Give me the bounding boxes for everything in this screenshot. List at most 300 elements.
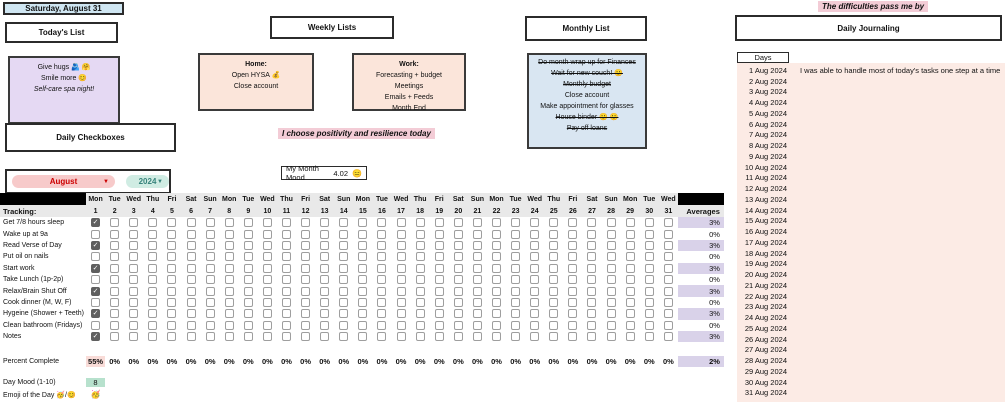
habit-checkbox[interactable]: [282, 321, 291, 330]
habit-checkbox[interactable]: [263, 218, 272, 227]
habit-checkbox[interactable]: [607, 275, 616, 284]
habit-checkbox[interactable]: [244, 332, 253, 341]
habit-checkbox[interactable]: [167, 252, 176, 261]
habit-checkbox[interactable]: [530, 287, 539, 296]
habit-checkbox[interactable]: [416, 287, 425, 296]
habit-checkbox[interactable]: [645, 287, 654, 296]
habit-checkbox[interactable]: [626, 298, 635, 307]
habit-checkbox[interactable]: [511, 321, 520, 330]
habit-checkbox[interactable]: [263, 241, 272, 250]
habit-checkbox[interactable]: [530, 298, 539, 307]
habit-checkbox[interactable]: [568, 332, 577, 341]
habit-checkbox[interactable]: [225, 230, 234, 239]
habit-checkbox[interactable]: [339, 218, 348, 227]
habit-checkbox[interactable]: [129, 332, 138, 341]
habit-checkbox[interactable]: [187, 218, 196, 227]
habit-checkbox[interactable]: [664, 264, 673, 273]
habit-checkbox[interactable]: [225, 298, 234, 307]
habit-checkbox[interactable]: [454, 309, 463, 318]
habit-checkbox[interactable]: [587, 241, 596, 250]
habit-checkbox[interactable]: [397, 230, 406, 239]
habit-checkbox[interactable]: [549, 230, 558, 239]
habit-checkbox[interactable]: [587, 309, 596, 318]
habit-checkbox[interactable]: [568, 218, 577, 227]
day-mood-value[interactable]: 8: [86, 378, 105, 387]
habit-checkbox[interactable]: [320, 230, 329, 239]
habit-checkbox[interactable]: [358, 275, 367, 284]
habit-checkbox[interactable]: [473, 218, 482, 227]
habit-checkbox[interactable]: [530, 321, 539, 330]
habit-checkbox[interactable]: [282, 218, 291, 227]
habit-checkbox[interactable]: [397, 241, 406, 250]
habit-checkbox[interactable]: [358, 321, 367, 330]
habit-checkbox[interactable]: [148, 275, 157, 284]
habit-checkbox[interactable]: [244, 252, 253, 261]
habit-checkbox[interactable]: [320, 275, 329, 284]
habit-checkbox[interactable]: [263, 287, 272, 296]
habit-checkbox[interactable]: [473, 264, 482, 273]
habit-checkbox[interactable]: [435, 309, 444, 318]
habit-checkbox[interactable]: [492, 298, 501, 307]
habit-checkbox[interactable]: [568, 321, 577, 330]
habit-checkbox[interactable]: ✓: [92, 287, 99, 295]
habit-checkbox[interactable]: [263, 332, 272, 341]
habit-checkbox[interactable]: [225, 218, 234, 227]
habit-checkbox[interactable]: [626, 287, 635, 296]
habit-checkbox[interactable]: [301, 332, 310, 341]
habit-checkbox[interactable]: [91, 230, 100, 239]
habit-checkbox[interactable]: [397, 275, 406, 284]
habit-checkbox[interactable]: [626, 252, 635, 261]
habit-checkbox[interactable]: [358, 218, 367, 227]
habit-checkbox[interactable]: [645, 230, 654, 239]
habit-checkbox[interactable]: [377, 230, 386, 239]
habit-checkbox[interactable]: [607, 309, 616, 318]
habit-checkbox[interactable]: [645, 241, 654, 250]
habit-checkbox[interactable]: [397, 264, 406, 273]
habit-checkbox[interactable]: [263, 321, 272, 330]
habit-checkbox[interactable]: [167, 241, 176, 250]
habit-checkbox[interactable]: [187, 252, 196, 261]
habit-checkbox[interactable]: [530, 309, 539, 318]
habit-checkbox[interactable]: [435, 241, 444, 250]
habit-checkbox[interactable]: [549, 332, 558, 341]
habit-checkbox[interactable]: [607, 332, 616, 341]
habit-checkbox[interactable]: [301, 275, 310, 284]
habit-checkbox[interactable]: [263, 230, 272, 239]
habit-checkbox[interactable]: [511, 241, 520, 250]
habit-checkbox[interactable]: [244, 241, 253, 250]
habit-checkbox[interactable]: [530, 241, 539, 250]
habit-checkbox[interactable]: [454, 287, 463, 296]
habit-checkbox[interactable]: [664, 321, 673, 330]
habit-checkbox[interactable]: [167, 321, 176, 330]
habit-checkbox[interactable]: [587, 287, 596, 296]
habit-checkbox[interactable]: [320, 332, 329, 341]
habit-checkbox[interactable]: [435, 298, 444, 307]
habit-checkbox[interactable]: [301, 287, 310, 296]
party-face-emoji-icon[interactable]: 🥳: [90, 390, 101, 399]
habit-checkbox[interactable]: [301, 321, 310, 330]
habit-checkbox[interactable]: [530, 275, 539, 284]
habit-checkbox[interactable]: [587, 264, 596, 273]
habit-checkbox[interactable]: [435, 230, 444, 239]
habit-checkbox[interactable]: [301, 241, 310, 250]
habit-checkbox[interactable]: [645, 298, 654, 307]
habit-checkbox[interactable]: [110, 309, 119, 318]
habit-checkbox[interactable]: [148, 241, 157, 250]
habit-checkbox[interactable]: [568, 264, 577, 273]
habit-checkbox[interactable]: [282, 252, 291, 261]
habit-checkbox[interactable]: [320, 287, 329, 296]
habit-checkbox[interactable]: [148, 218, 157, 227]
habit-checkbox[interactable]: [492, 264, 501, 273]
habit-checkbox[interactable]: [206, 218, 215, 227]
habit-checkbox[interactable]: [626, 230, 635, 239]
habit-checkbox[interactable]: [187, 241, 196, 250]
habit-checkbox[interactable]: [167, 309, 176, 318]
habit-checkbox[interactable]: [511, 252, 520, 261]
habit-checkbox[interactable]: [454, 332, 463, 341]
habit-checkbox[interactable]: [664, 218, 673, 227]
habit-checkbox[interactable]: [282, 230, 291, 239]
habit-checkbox[interactable]: [454, 218, 463, 227]
habit-checkbox[interactable]: [358, 241, 367, 250]
habit-checkbox[interactable]: [416, 218, 425, 227]
habit-checkbox[interactable]: [607, 298, 616, 307]
habit-checkbox[interactable]: [244, 230, 253, 239]
habit-checkbox[interactable]: [454, 321, 463, 330]
habit-checkbox[interactable]: [225, 287, 234, 296]
habit-checkbox[interactable]: [435, 332, 444, 341]
habit-checkbox[interactable]: [129, 264, 138, 273]
habit-checkbox[interactable]: [301, 252, 310, 261]
habit-checkbox[interactable]: [645, 321, 654, 330]
habit-checkbox[interactable]: [377, 298, 386, 307]
habit-checkbox[interactable]: [587, 298, 596, 307]
habit-checkbox[interactable]: [339, 321, 348, 330]
habit-checkbox[interactable]: [377, 241, 386, 250]
habit-checkbox[interactable]: [320, 264, 329, 273]
habit-checkbox[interactable]: [416, 332, 425, 341]
habit-checkbox[interactable]: [377, 218, 386, 227]
habit-checkbox[interactable]: [206, 264, 215, 273]
habit-checkbox[interactable]: [492, 218, 501, 227]
habit-checkbox[interactable]: [511, 332, 520, 341]
habit-checkbox[interactable]: [320, 298, 329, 307]
habit-checkbox[interactable]: [645, 264, 654, 273]
habit-checkbox[interactable]: [377, 309, 386, 318]
habit-checkbox[interactable]: [148, 332, 157, 341]
habit-checkbox[interactable]: [473, 321, 482, 330]
habit-checkbox[interactable]: ✓: [92, 310, 99, 318]
habit-checkbox[interactable]: [167, 332, 176, 341]
habit-checkbox[interactable]: [206, 321, 215, 330]
habit-checkbox[interactable]: [511, 309, 520, 318]
habit-checkbox[interactable]: [167, 298, 176, 307]
habit-checkbox[interactable]: [416, 321, 425, 330]
habit-checkbox[interactable]: [587, 321, 596, 330]
habit-checkbox[interactable]: [263, 298, 272, 307]
habit-checkbox[interactable]: [454, 298, 463, 307]
habit-checkbox[interactable]: [416, 309, 425, 318]
habit-checkbox[interactable]: [110, 321, 119, 330]
habit-checkbox[interactable]: [225, 241, 234, 250]
habit-checkbox[interactable]: [129, 321, 138, 330]
habit-checkbox[interactable]: [320, 218, 329, 227]
habit-checkbox[interactable]: [626, 218, 635, 227]
habit-checkbox[interactable]: [129, 252, 138, 261]
habit-checkbox[interactable]: [416, 275, 425, 284]
habit-checkbox[interactable]: [607, 218, 616, 227]
habit-checkbox[interactable]: ✓: [92, 264, 99, 272]
habit-checkbox[interactable]: [568, 275, 577, 284]
habit-checkbox[interactable]: [664, 332, 673, 341]
habit-checkbox[interactable]: [225, 309, 234, 318]
habit-checkbox[interactable]: [187, 275, 196, 284]
habit-checkbox[interactable]: [206, 298, 215, 307]
habit-checkbox[interactable]: [358, 287, 367, 296]
habit-checkbox[interactable]: [206, 287, 215, 296]
habit-checkbox[interactable]: [454, 275, 463, 284]
habit-checkbox[interactable]: [377, 332, 386, 341]
journal-entry-text[interactable]: I was able to handle most of today's tasks one step at a time: [800, 65, 1001, 75]
habit-checkbox[interactable]: [148, 252, 157, 261]
habit-checkbox[interactable]: [587, 218, 596, 227]
habit-checkbox[interactable]: [339, 252, 348, 261]
habit-checkbox[interactable]: [110, 275, 119, 284]
habit-checkbox[interactable]: [282, 309, 291, 318]
habit-checkbox[interactable]: [549, 321, 558, 330]
habit-checkbox[interactable]: [339, 275, 348, 284]
habit-checkbox[interactable]: ✓: [92, 241, 99, 249]
habit-checkbox[interactable]: [206, 241, 215, 250]
habit-checkbox[interactable]: [377, 321, 386, 330]
work-list[interactable]: [352, 53, 466, 111]
habit-checkbox[interactable]: [568, 287, 577, 296]
habit-checkbox[interactable]: [377, 287, 386, 296]
habit-checkbox[interactable]: [435, 321, 444, 330]
habit-checkbox[interactable]: [492, 321, 501, 330]
habit-checkbox[interactable]: [167, 287, 176, 296]
habit-checkbox[interactable]: [301, 218, 310, 227]
habit-checkbox[interactable]: [148, 230, 157, 239]
habit-checkbox[interactable]: [320, 321, 329, 330]
habit-checkbox[interactable]: [416, 241, 425, 250]
habit-checkbox[interactable]: [626, 309, 635, 318]
month-dropdown[interactable]: [12, 175, 115, 188]
habit-checkbox[interactable]: [339, 309, 348, 318]
habit-checkbox[interactable]: [397, 332, 406, 341]
habit-checkbox[interactable]: [492, 287, 501, 296]
habit-checkbox[interactable]: [549, 298, 558, 307]
habit-checkbox[interactable]: [358, 252, 367, 261]
habit-checkbox[interactable]: [454, 264, 463, 273]
habit-checkbox[interactable]: [492, 275, 501, 284]
habit-checkbox[interactable]: [110, 298, 119, 307]
habit-checkbox[interactable]: [339, 264, 348, 273]
habit-checkbox[interactable]: [301, 298, 310, 307]
habit-checkbox[interactable]: [397, 287, 406, 296]
habit-checkbox[interactable]: [110, 241, 119, 250]
habit-checkbox[interactable]: [187, 298, 196, 307]
habit-checkbox[interactable]: [549, 275, 558, 284]
habit-checkbox[interactable]: [187, 264, 196, 273]
habit-checkbox[interactable]: [511, 230, 520, 239]
habit-checkbox[interactable]: [148, 298, 157, 307]
habit-checkbox[interactable]: [511, 298, 520, 307]
habit-checkbox[interactable]: [187, 332, 196, 341]
habit-checkbox[interactable]: [282, 275, 291, 284]
habit-checkbox[interactable]: [148, 264, 157, 273]
habit-checkbox[interactable]: [148, 309, 157, 318]
habit-checkbox[interactable]: [148, 321, 157, 330]
habit-checkbox[interactable]: [626, 275, 635, 284]
habit-checkbox[interactable]: [377, 264, 386, 273]
habit-checkbox[interactable]: [549, 252, 558, 261]
habit-checkbox[interactable]: [568, 241, 577, 250]
habit-checkbox[interactable]: [473, 287, 482, 296]
habit-checkbox[interactable]: [530, 252, 539, 261]
home-list[interactable]: [198, 53, 314, 111]
habit-checkbox[interactable]: [129, 287, 138, 296]
habit-checkbox[interactable]: [187, 309, 196, 318]
habit-checkbox[interactable]: [167, 218, 176, 227]
habit-checkbox[interactable]: [110, 252, 119, 261]
habit-checkbox[interactable]: [587, 252, 596, 261]
habit-checkbox[interactable]: [397, 298, 406, 307]
habit-checkbox[interactable]: [358, 309, 367, 318]
habit-checkbox[interactable]: [282, 241, 291, 250]
habit-checkbox[interactable]: [129, 298, 138, 307]
habit-checkbox[interactable]: [320, 309, 329, 318]
habit-checkbox[interactable]: [511, 218, 520, 227]
habit-checkbox[interactable]: [339, 332, 348, 341]
habit-checkbox[interactable]: [435, 287, 444, 296]
habit-checkbox[interactable]: [225, 321, 234, 330]
habit-checkbox[interactable]: [607, 287, 616, 296]
habit-checkbox[interactable]: [664, 298, 673, 307]
habit-checkbox[interactable]: [397, 252, 406, 261]
habit-checkbox[interactable]: [377, 275, 386, 284]
habit-checkbox[interactable]: [129, 309, 138, 318]
habit-checkbox[interactable]: [263, 275, 272, 284]
habit-checkbox[interactable]: [549, 241, 558, 250]
habit-checkbox[interactable]: [511, 287, 520, 296]
habit-checkbox[interactable]: [626, 332, 635, 341]
habit-checkbox[interactable]: [511, 275, 520, 284]
habit-checkbox[interactable]: [282, 332, 291, 341]
habit-checkbox[interactable]: [282, 264, 291, 273]
habit-checkbox[interactable]: [607, 241, 616, 250]
habit-checkbox[interactable]: [473, 332, 482, 341]
habit-checkbox[interactable]: [549, 218, 558, 227]
habit-checkbox[interactable]: [91, 275, 100, 284]
habit-checkbox[interactable]: [435, 275, 444, 284]
habit-checkbox[interactable]: [110, 230, 119, 239]
habit-checkbox[interactable]: [320, 252, 329, 261]
habit-checkbox[interactable]: [549, 287, 558, 296]
habit-checkbox[interactable]: [244, 264, 253, 273]
habit-checkbox[interactable]: [187, 321, 196, 330]
habit-checkbox[interactable]: [530, 218, 539, 227]
habit-checkbox[interactable]: [645, 309, 654, 318]
habit-checkbox[interactable]: [492, 252, 501, 261]
habit-checkbox[interactable]: [225, 252, 234, 261]
habit-checkbox[interactable]: [664, 275, 673, 284]
habit-checkbox[interactable]: [664, 252, 673, 261]
habit-checkbox[interactable]: [473, 241, 482, 250]
habit-checkbox[interactable]: [225, 332, 234, 341]
habit-checkbox[interactable]: [263, 264, 272, 273]
habit-checkbox[interactable]: [358, 332, 367, 341]
habit-checkbox[interactable]: [91, 298, 100, 307]
habit-checkbox[interactable]: [339, 287, 348, 296]
habit-checkbox[interactable]: [664, 309, 673, 318]
habit-checkbox[interactable]: [358, 298, 367, 307]
habit-checkbox[interactable]: ✓: [92, 219, 99, 227]
habit-checkbox[interactable]: [511, 264, 520, 273]
habit-checkbox[interactable]: [129, 230, 138, 239]
habit-checkbox[interactable]: [339, 241, 348, 250]
habit-checkbox[interactable]: [206, 252, 215, 261]
habit-checkbox[interactable]: [244, 298, 253, 307]
habit-checkbox[interactable]: [167, 264, 176, 273]
habit-checkbox[interactable]: [397, 321, 406, 330]
habit-checkbox[interactable]: [244, 218, 253, 227]
habit-checkbox[interactable]: [626, 241, 635, 250]
habit-checkbox[interactable]: [587, 230, 596, 239]
habit-checkbox[interactable]: [454, 230, 463, 239]
habit-checkbox[interactable]: [129, 275, 138, 284]
habit-checkbox[interactable]: [568, 298, 577, 307]
habit-checkbox[interactable]: [454, 252, 463, 261]
habit-checkbox[interactable]: [110, 218, 119, 227]
habit-checkbox[interactable]: [568, 230, 577, 239]
habit-checkbox[interactable]: [244, 287, 253, 296]
habit-checkbox[interactable]: [664, 230, 673, 239]
habit-checkbox[interactable]: [225, 264, 234, 273]
habit-checkbox[interactable]: [492, 241, 501, 250]
habit-checkbox[interactable]: [473, 252, 482, 261]
habit-checkbox[interactable]: ✓: [92, 333, 99, 341]
habit-checkbox[interactable]: [244, 321, 253, 330]
habit-checkbox[interactable]: [263, 252, 272, 261]
habit-checkbox[interactable]: [301, 230, 310, 239]
habit-checkbox[interactable]: [416, 230, 425, 239]
habit-checkbox[interactable]: [645, 332, 654, 341]
habit-checkbox[interactable]: [664, 287, 673, 296]
habit-checkbox[interactable]: [473, 230, 482, 239]
monthly-list-items[interactable]: [527, 53, 647, 149]
habit-checkbox[interactable]: [263, 309, 272, 318]
habit-checkbox[interactable]: [473, 309, 482, 318]
habit-checkbox[interactable]: [129, 241, 138, 250]
habit-checkbox[interactable]: [167, 230, 176, 239]
habit-checkbox[interactable]: [206, 309, 215, 318]
habit-checkbox[interactable]: [549, 309, 558, 318]
habit-checkbox[interactable]: [473, 298, 482, 307]
habit-checkbox[interactable]: [416, 264, 425, 273]
habit-checkbox[interactable]: [626, 321, 635, 330]
habit-checkbox[interactable]: [416, 298, 425, 307]
habit-checkbox[interactable]: [607, 252, 616, 261]
habit-checkbox[interactable]: [587, 275, 596, 284]
habit-checkbox[interactable]: [187, 287, 196, 296]
habit-checkbox[interactable]: [549, 264, 558, 273]
habit-checkbox[interactable]: [110, 264, 119, 273]
habit-checkbox[interactable]: [320, 241, 329, 250]
